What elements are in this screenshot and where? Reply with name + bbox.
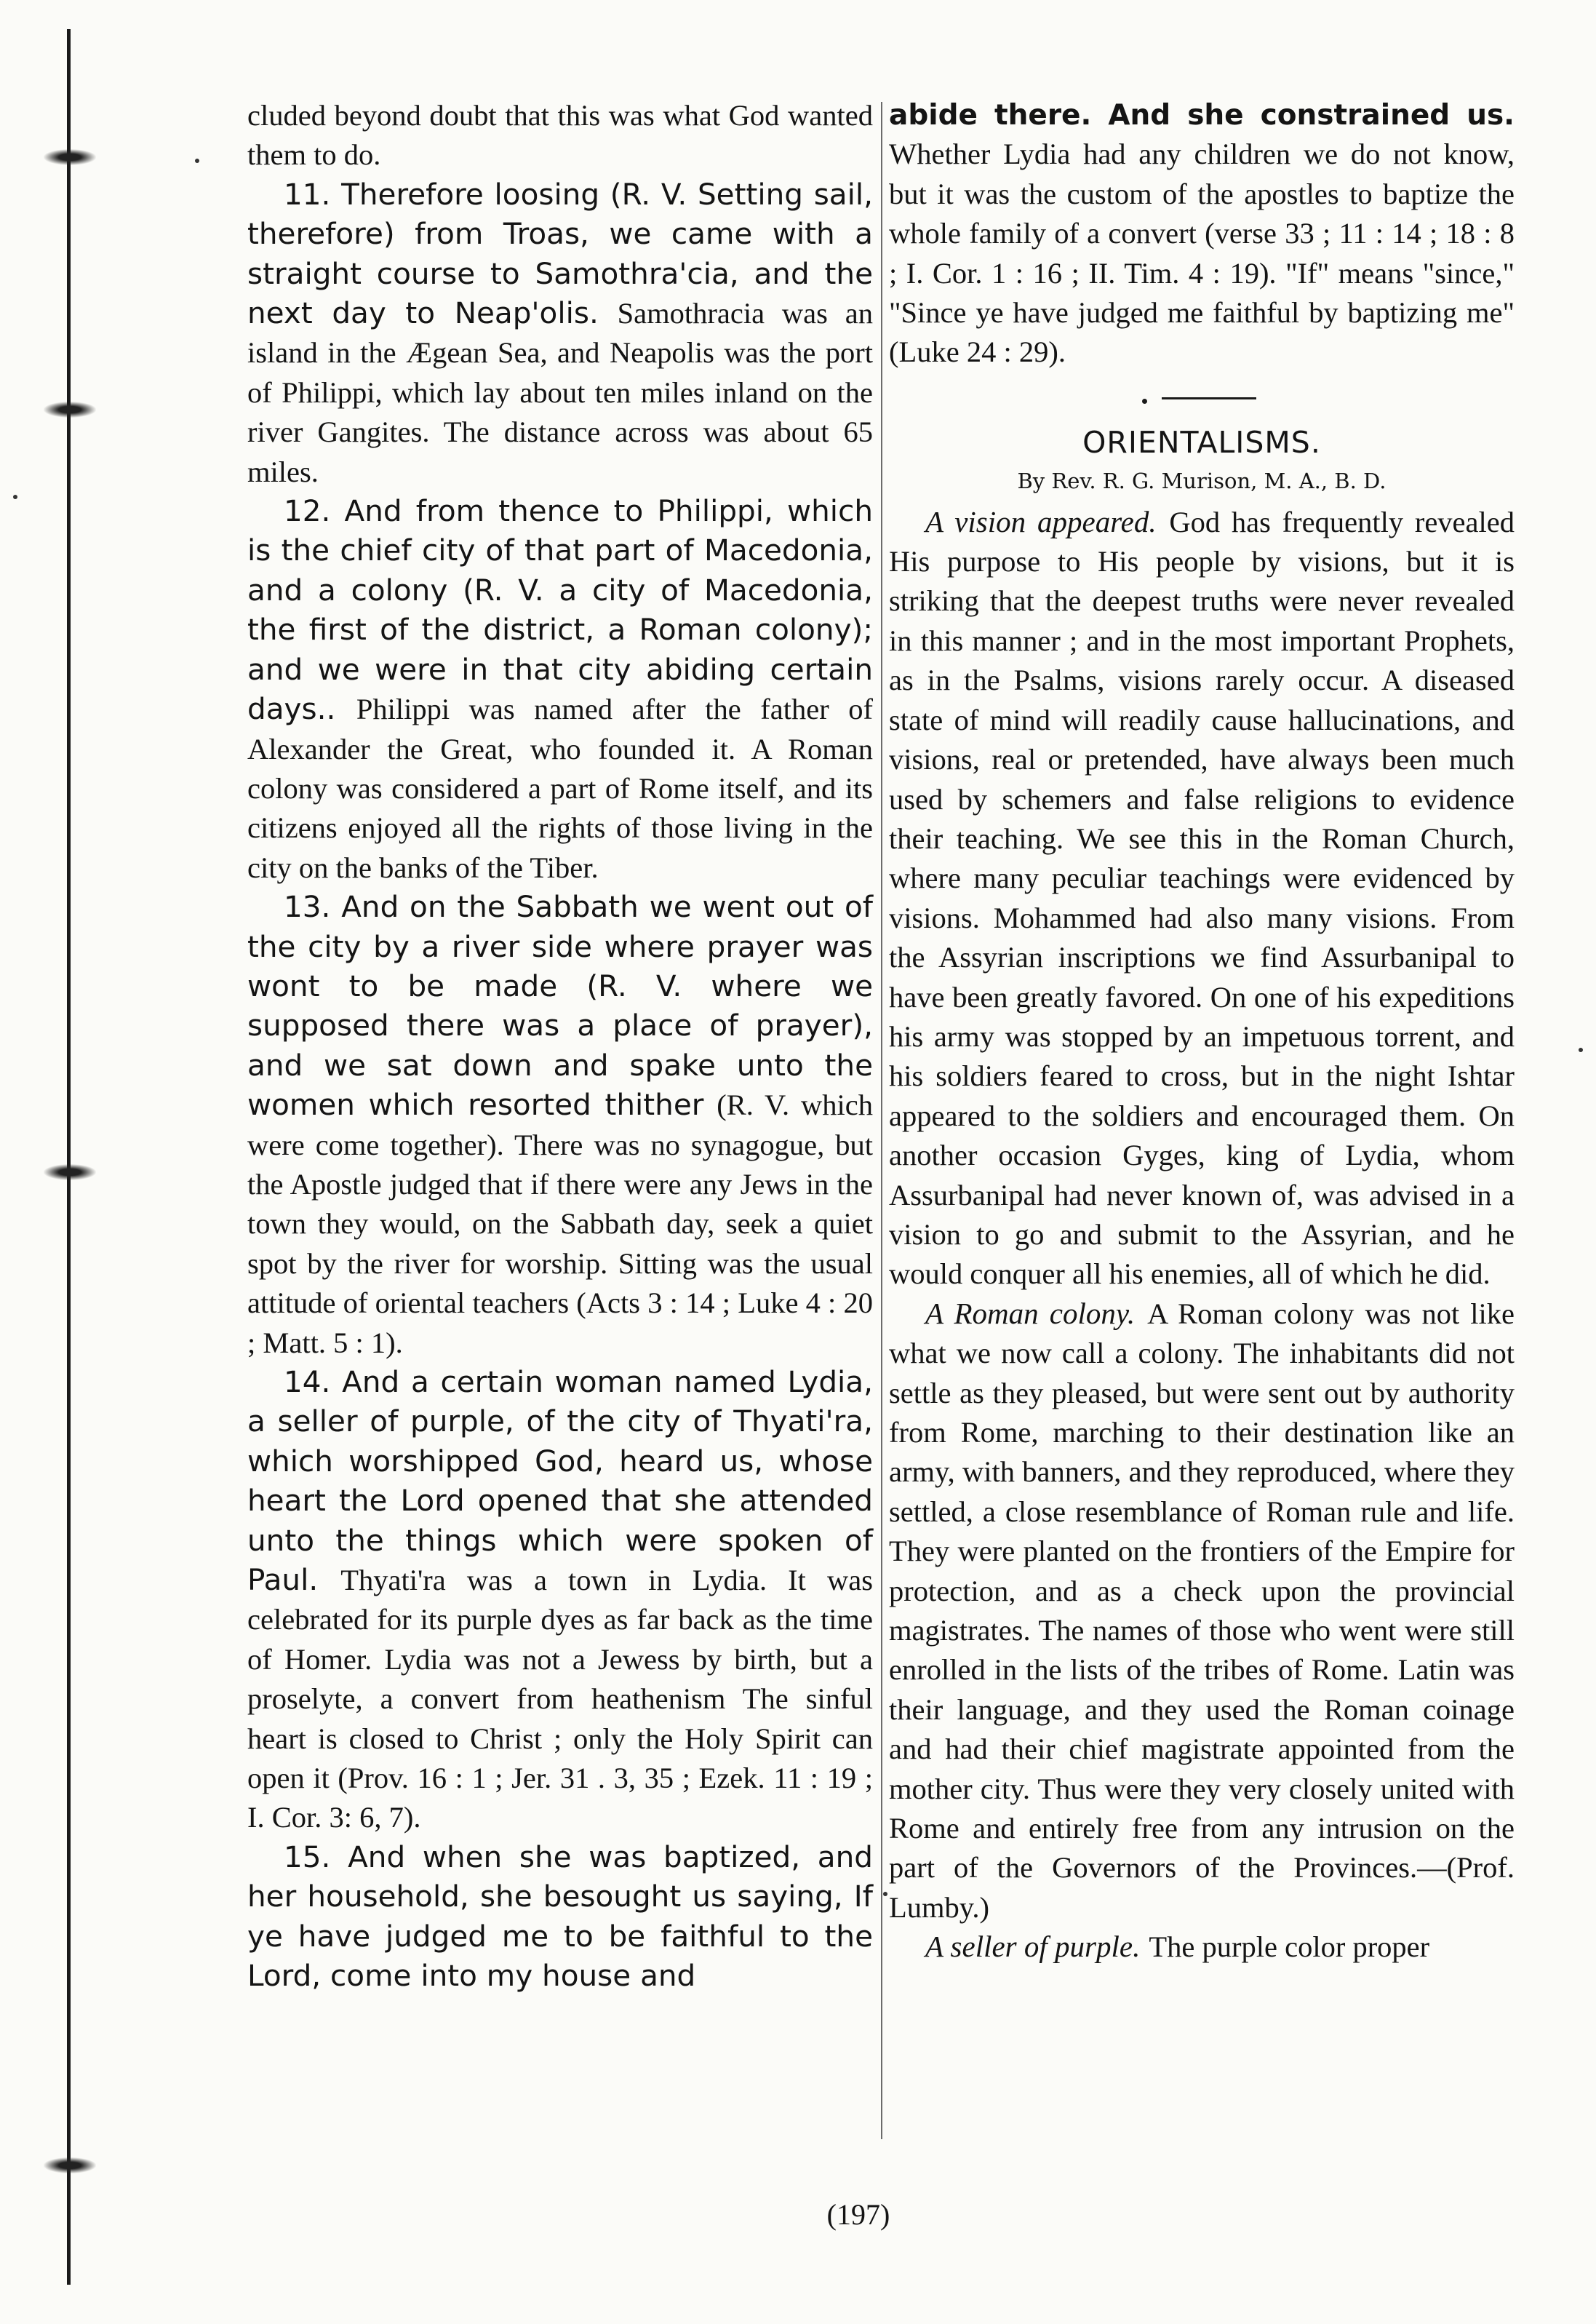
page-number: (197) <box>826 2198 890 2231</box>
scan-speck <box>1579 1048 1583 1052</box>
scan-speck <box>195 159 199 163</box>
margin-ornament <box>44 1164 96 1180</box>
verse-commentary: Philippi was named after the father of Alexander the Great, who founded it. A Roman colony was considered a part of Rome itself, and its citizens enjoyed all the rights of those living in the city on the banks of the Tiber. <box>247 693 873 884</box>
margin-ornament <box>44 2157 96 2173</box>
verse-13 <box>247 888 873 1363</box>
verse-12 <box>247 492 873 888</box>
verse-text: 14. And a certain woman named Lydia, a seller of purple, of the city of Thyati'ra, which worshipped God, heard us, whose heart the Lord opened that she attended unto the things which were spoken of Paul. <box>247 1364 873 1598</box>
separator-line <box>1162 397 1256 399</box>
separator-dot <box>1142 399 1147 404</box>
paragraph-text: cluded beyond doubt that this was what God wanted them to do. <box>247 99 873 172</box>
paragraph-intro <box>247 96 873 175</box>
verse-text: 15. And when she was baptized, and her household, she besought us saying, If ye have judged me to be faithful to the Lord, come into my house and <box>247 1839 873 1994</box>
column-divider <box>881 102 882 2139</box>
orientalism-vision <box>889 503 1515 1294</box>
verse-commentary: Thyati'ra was a town in Lydia. It was celebrated for its purple dyes as far back as the time of Homer. Lydia was not a Jewess by birth, but a proselyte, a convert from heathenism The sinful heart is closed to Christ ; only the Holy Spirit can open it (Prov. 16 : 1 ; Jer. 31 . 3, 35 ; Ezek. 11 : 19 ; I. Cor. 3: 6, 7). <box>247 1564 873 1834</box>
entry-title: A Roman colony. <box>925 1296 1136 1330</box>
verse-commentary: Whether Lydia had any children we do not know, but it was the custom of the apostles to baptize the whole family of a convert (verse 33 ; 11 : 14 ; 18 : 8 ; I. Cor. 1 : 16 ; II. Tim. 4 : 19). "If" means "since," "Since ye have judged me faithful by baptizing me" (Luke 24 : 29). <box>889 138 1515 369</box>
verse-commentary: Samothracia was an island in the Ægean Sea, and Neapolis was the port of Philippi, which lay about ten miles inland on the river Gangites. The distance across was about 65 miles. <box>247 297 873 488</box>
verse-commentary: (R. V. which were come together). There was no synagogue, but the Apostle judged that if there were any Jews in the town they would, on the Sabbath day, seek a quiet spot by the river for worship. Sitting was the usual attitude of oriental teachers (Acts 3 : 14 ; Luke 4 : 20 ; Matt. 5 : 1). <box>247 1089 873 1359</box>
orientalism-seller-of-purple <box>889 1927 1515 1967</box>
margin-binding-rule <box>67 29 71 2285</box>
entry-text: God has frequently revealed His purpose to His people by visions, but it is striking that the deepest truths were never revealed in this manner ; and in the most important Prophets, as in the Psalms, visions rarely occur. A diseased state of mind will readily cause hallucinations, and visions, real or pretended, have always been much used by schemers and false religions to evidence their teaching. We see this in the Roman Church, where many peculiar teachings were evidenced by visions. Mohammed had also many visions. From the Assyrian inscriptions we find Assurbanipal to have been greatly favored. On one of his expeditions his army was stopped by an impetuous torrent, and his soldiers feared to cross, but in the night Ishtar appeared to the soldiers and encouraged them. On another occasion Gyges, king of Lydia, whom Assurbanipal had never known of, was advised in a vision to go and submit to the Assyrian, and he would conquer all his enemies, all of which he did. <box>889 505 1515 1291</box>
verse-15 <box>247 1838 873 1997</box>
verse-14 <box>247 1363 873 1838</box>
orientalism-roman-colony <box>889 1294 1515 1928</box>
scan-speck <box>13 495 17 499</box>
verse-11 <box>247 175 873 492</box>
left-column <box>247 96 873 1997</box>
margin-ornament <box>44 149 96 165</box>
verse-text: abide there. And she constrained us. <box>889 99 1515 132</box>
verse-text: 11. Therefore loosing (R. V. Setting sail, therefore) from Troas, we came with a straight course to Samothra'cia, and the next day to Neap'olis. <box>247 176 873 331</box>
scan-speck <box>883 1892 887 1896</box>
margin-ornament <box>44 402 96 418</box>
right-column <box>889 96 1515 1967</box>
verse-text: 13. And on the Sabbath we went out of the city by a river side where prayer was wont to be made (R. V. where we supposed there was a place of prayer), and we sat down and spake unto the women which resorted thither <box>247 889 873 1123</box>
section-heading: ORIENTALISMS. <box>1082 424 1321 460</box>
author-byline: By Rev. R. G. Murison, M. A., B. D. <box>1017 469 1386 494</box>
verse-15-continuation <box>889 96 1515 373</box>
entry-title: A seller of purple. <box>925 1930 1141 1964</box>
entry-text: A Roman colony was not like what we now call a colony. The inhabitants did not settle as they pleased, but were sent out by authority from Rome, marching to their destination like an army, with banners, and they reproduced, where they settled, a close resemblance of Roman rule and life. They were planted on the frontiers of the Empire for protection, and as a check upon the provincial magistrates. The names of those who went were still enrolled in the lists of the tribes of Rome. Latin was their language, and they used the Roman coinage and had their chief magistrate appointed from the mother city. Thus were they very closely united with Rome and entirely free from any intrusion on the part of the Governors of the Provinces.—(Prof. Lumby.) <box>889 1297 1515 1924</box>
entry-text: The purple color proper <box>1149 1930 1430 1964</box>
entry-title: A vision appeared. <box>925 504 1157 538</box>
verse-text: 12. And from thence to Philippi, which is the chief city of that part of Macedonia, and a colony (R. V. a city of Macedonia, the first of the district, a Roman colony); and we were in that city abiding certain days.. <box>247 493 873 727</box>
section-separator <box>889 373 1515 423</box>
